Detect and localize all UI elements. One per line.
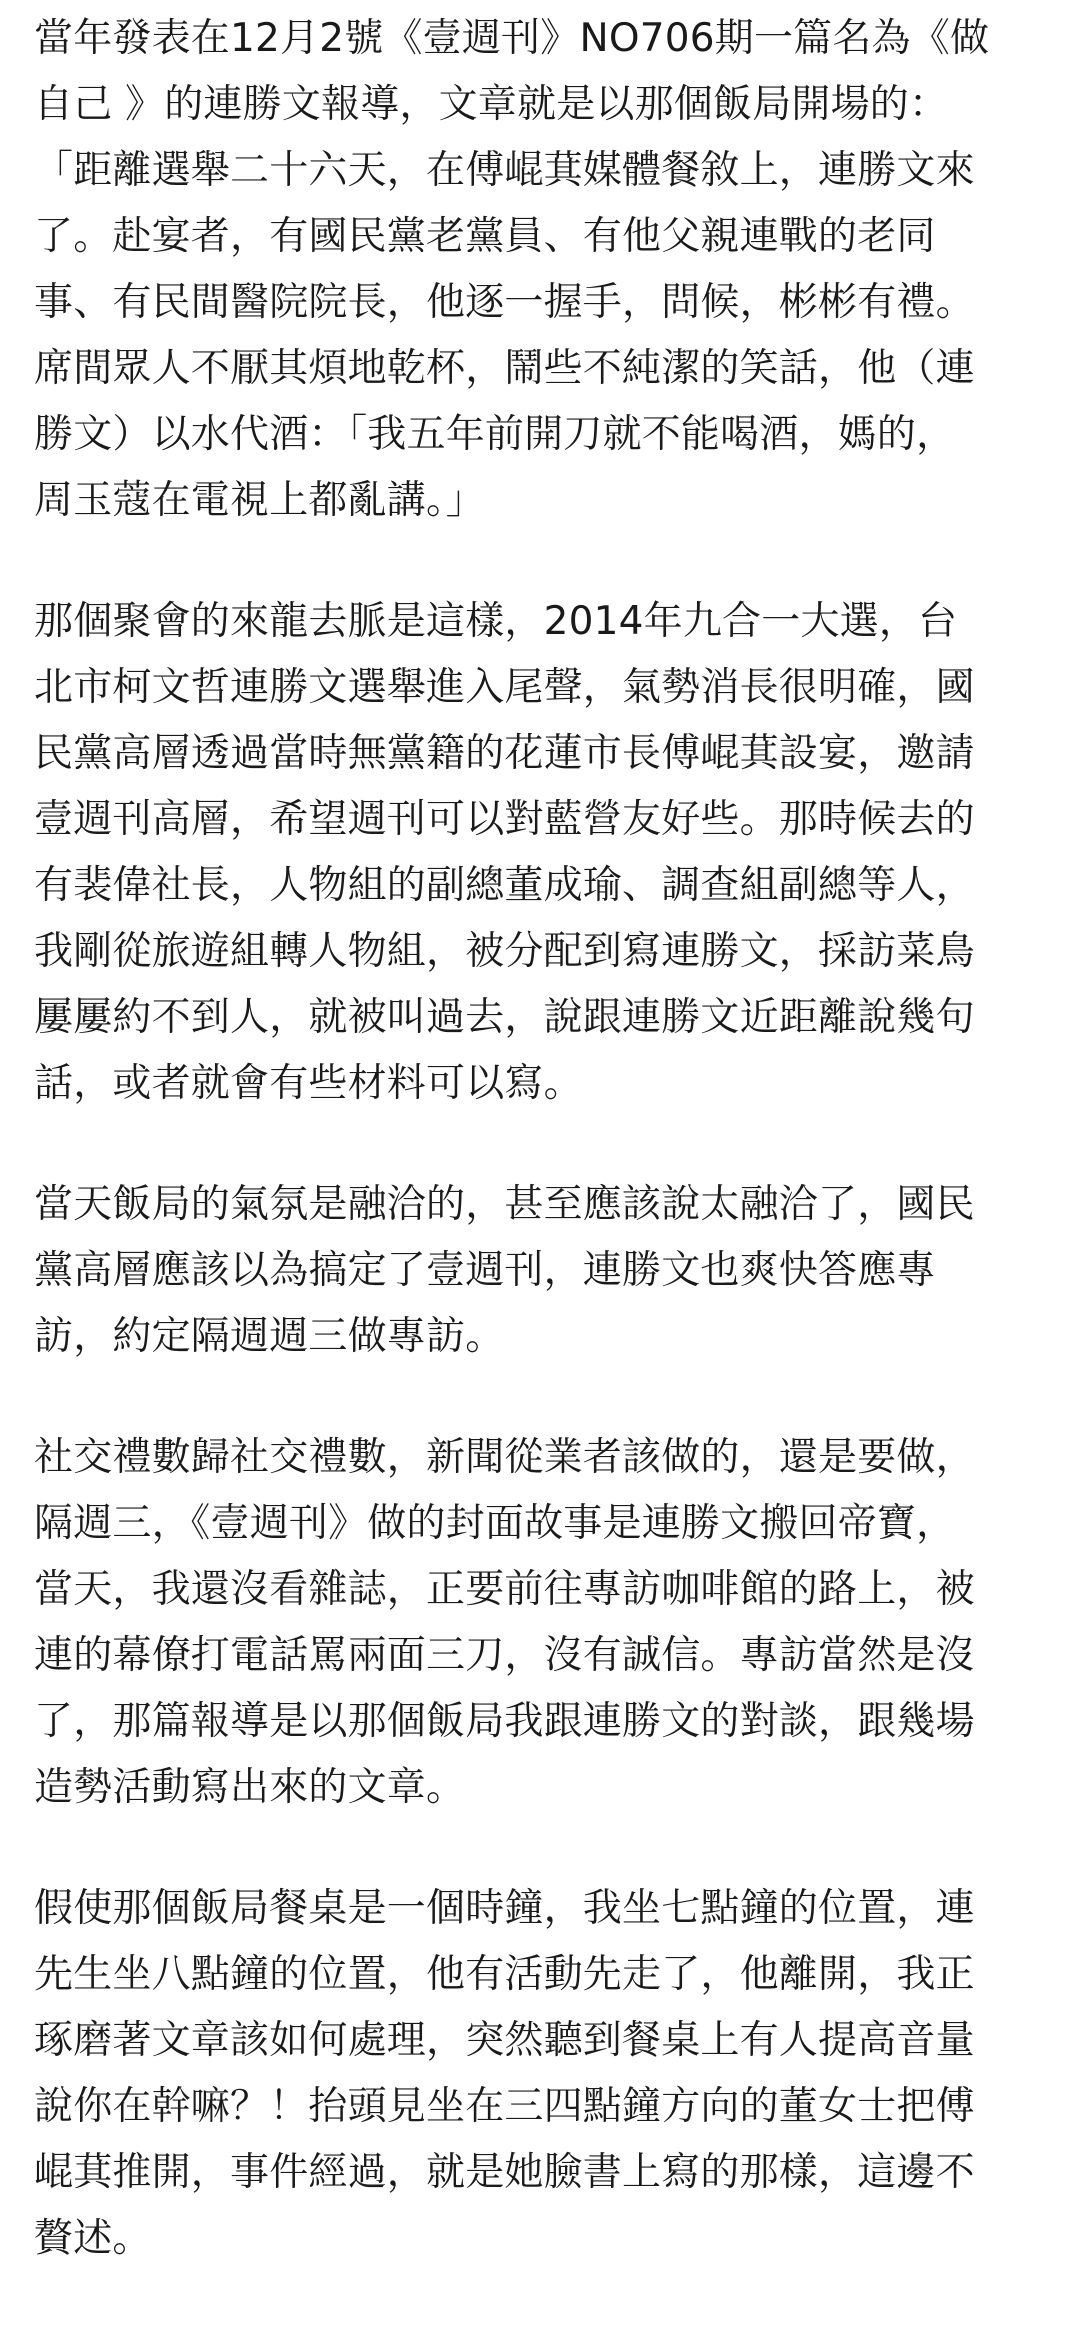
text-line: 社交禮數歸社交禮數，新聞從業者該做的，還是要做， [34, 1435, 975, 1480]
text-line: 琢磨著文章該如何處理，突然聽到餐桌上有人提高音量 [34, 2018, 975, 2063]
text-line: 崐萁推開，事件經過，就是她臉書上寫的那樣，這邊不 [34, 2150, 975, 2195]
text-line: 假使那個飯局餐桌是一個時鐘，我坐七點鐘的位置，連 [34, 1886, 975, 1931]
text-line: 黨高層應該以為搞定了壹週刊，連勝文也爽快答應專 [34, 1248, 936, 1293]
article-paragraph [34, 1172, 1054, 1370]
text-line: 當天飯局的氣氛是融洽的，甚至應該說太融洽了，國民 [34, 1182, 975, 1227]
text-line: 席間眾人不厭其煩地乾杯，鬧些不純潔的笑話，他（連 [34, 346, 975, 391]
text-line: 造勢活動寫出來的文章。 [34, 1765, 466, 1810]
text-line: 了。赴宴者，有國民黨老黨員、有他父親連戰的老同 [34, 214, 936, 259]
text-line: 壹週刊高層，希望週刊可以對藍營友好些。那時候去的 [34, 797, 975, 842]
text-line: 說你在幹嘛？！抬頭見坐在三四點鐘方向的董女士把傅 [34, 2084, 975, 2129]
text-line: 話，或者就會有些材料可以寫。 [34, 1061, 583, 1106]
text-line: 勝文）以水代酒：「我五年前開刀就不能喝酒，媽的， [34, 412, 956, 457]
text-line: 北市柯文哲連勝文選舉進入尾聲，氣勢消長很明確，國 [34, 665, 975, 710]
text-line: 了，那篇報導是以那個飯局我跟連勝文的對談，跟幾場 [34, 1699, 975, 1744]
text-line: 自己 》的連勝文報導，文章就是以那個飯局開場的： [34, 82, 949, 127]
text-line: 「距離選舉二十六天，在傅崐萁媒體餐敘上，連勝文來 [34, 148, 975, 193]
text-line: 周玉蔻在電視上都亂講。」 [34, 478, 485, 523]
text-line: 訪，約定隔週週三做專訪。 [34, 1314, 505, 1359]
text-line: 民黨高層透過當時無黨籍的花蓮市長傅崐萁設宴，邀請 [34, 731, 975, 776]
article-paragraph [34, 1425, 1054, 1821]
text-line: 那個聚會的來龍去脈是這樣，2014年九合一大選，台 [34, 599, 958, 644]
text-line: 連的幕僚打電話罵兩面三刀，沒有誠信。專訪當然是沒 [34, 1633, 975, 1678]
text-line: 先生坐八點鐘的位置，他有活動先走了，他離開，我正 [34, 1952, 975, 1997]
text-line: 屢屢約不到人，就被叫過去，說跟連勝文近距離說幾句 [34, 995, 975, 1040]
text-line: 當天，我還沒看雜誌，正要前往專訪咖啡館的路上，被 [34, 1567, 975, 1612]
article-paragraph [34, 1876, 1054, 2272]
text-line: 事、有民間醫院院長，他逐一握手，問候，彬彬有禮。 [34, 280, 975, 325]
text-line: 我剛從旅遊組轉人物組，被分配到寫連勝文，採訪菜鳥 [34, 929, 975, 974]
text-line: 有裴偉社長，人物組的副總董成瑜、調查組副總等人， [34, 863, 975, 908]
article-body [34, 6, 1054, 2327]
text-line: 贅述。 [34, 2216, 152, 2261]
text-line: 隔週三，《壹週刊》做的封面故事是連勝文搬回帝寶， [34, 1501, 956, 1546]
article-paragraph [34, 6, 1054, 534]
text-line: 當年發表在12月2號《壹週刊》NO706期一篇名為《做 [34, 16, 990, 61]
article-paragraph [34, 589, 1054, 1117]
